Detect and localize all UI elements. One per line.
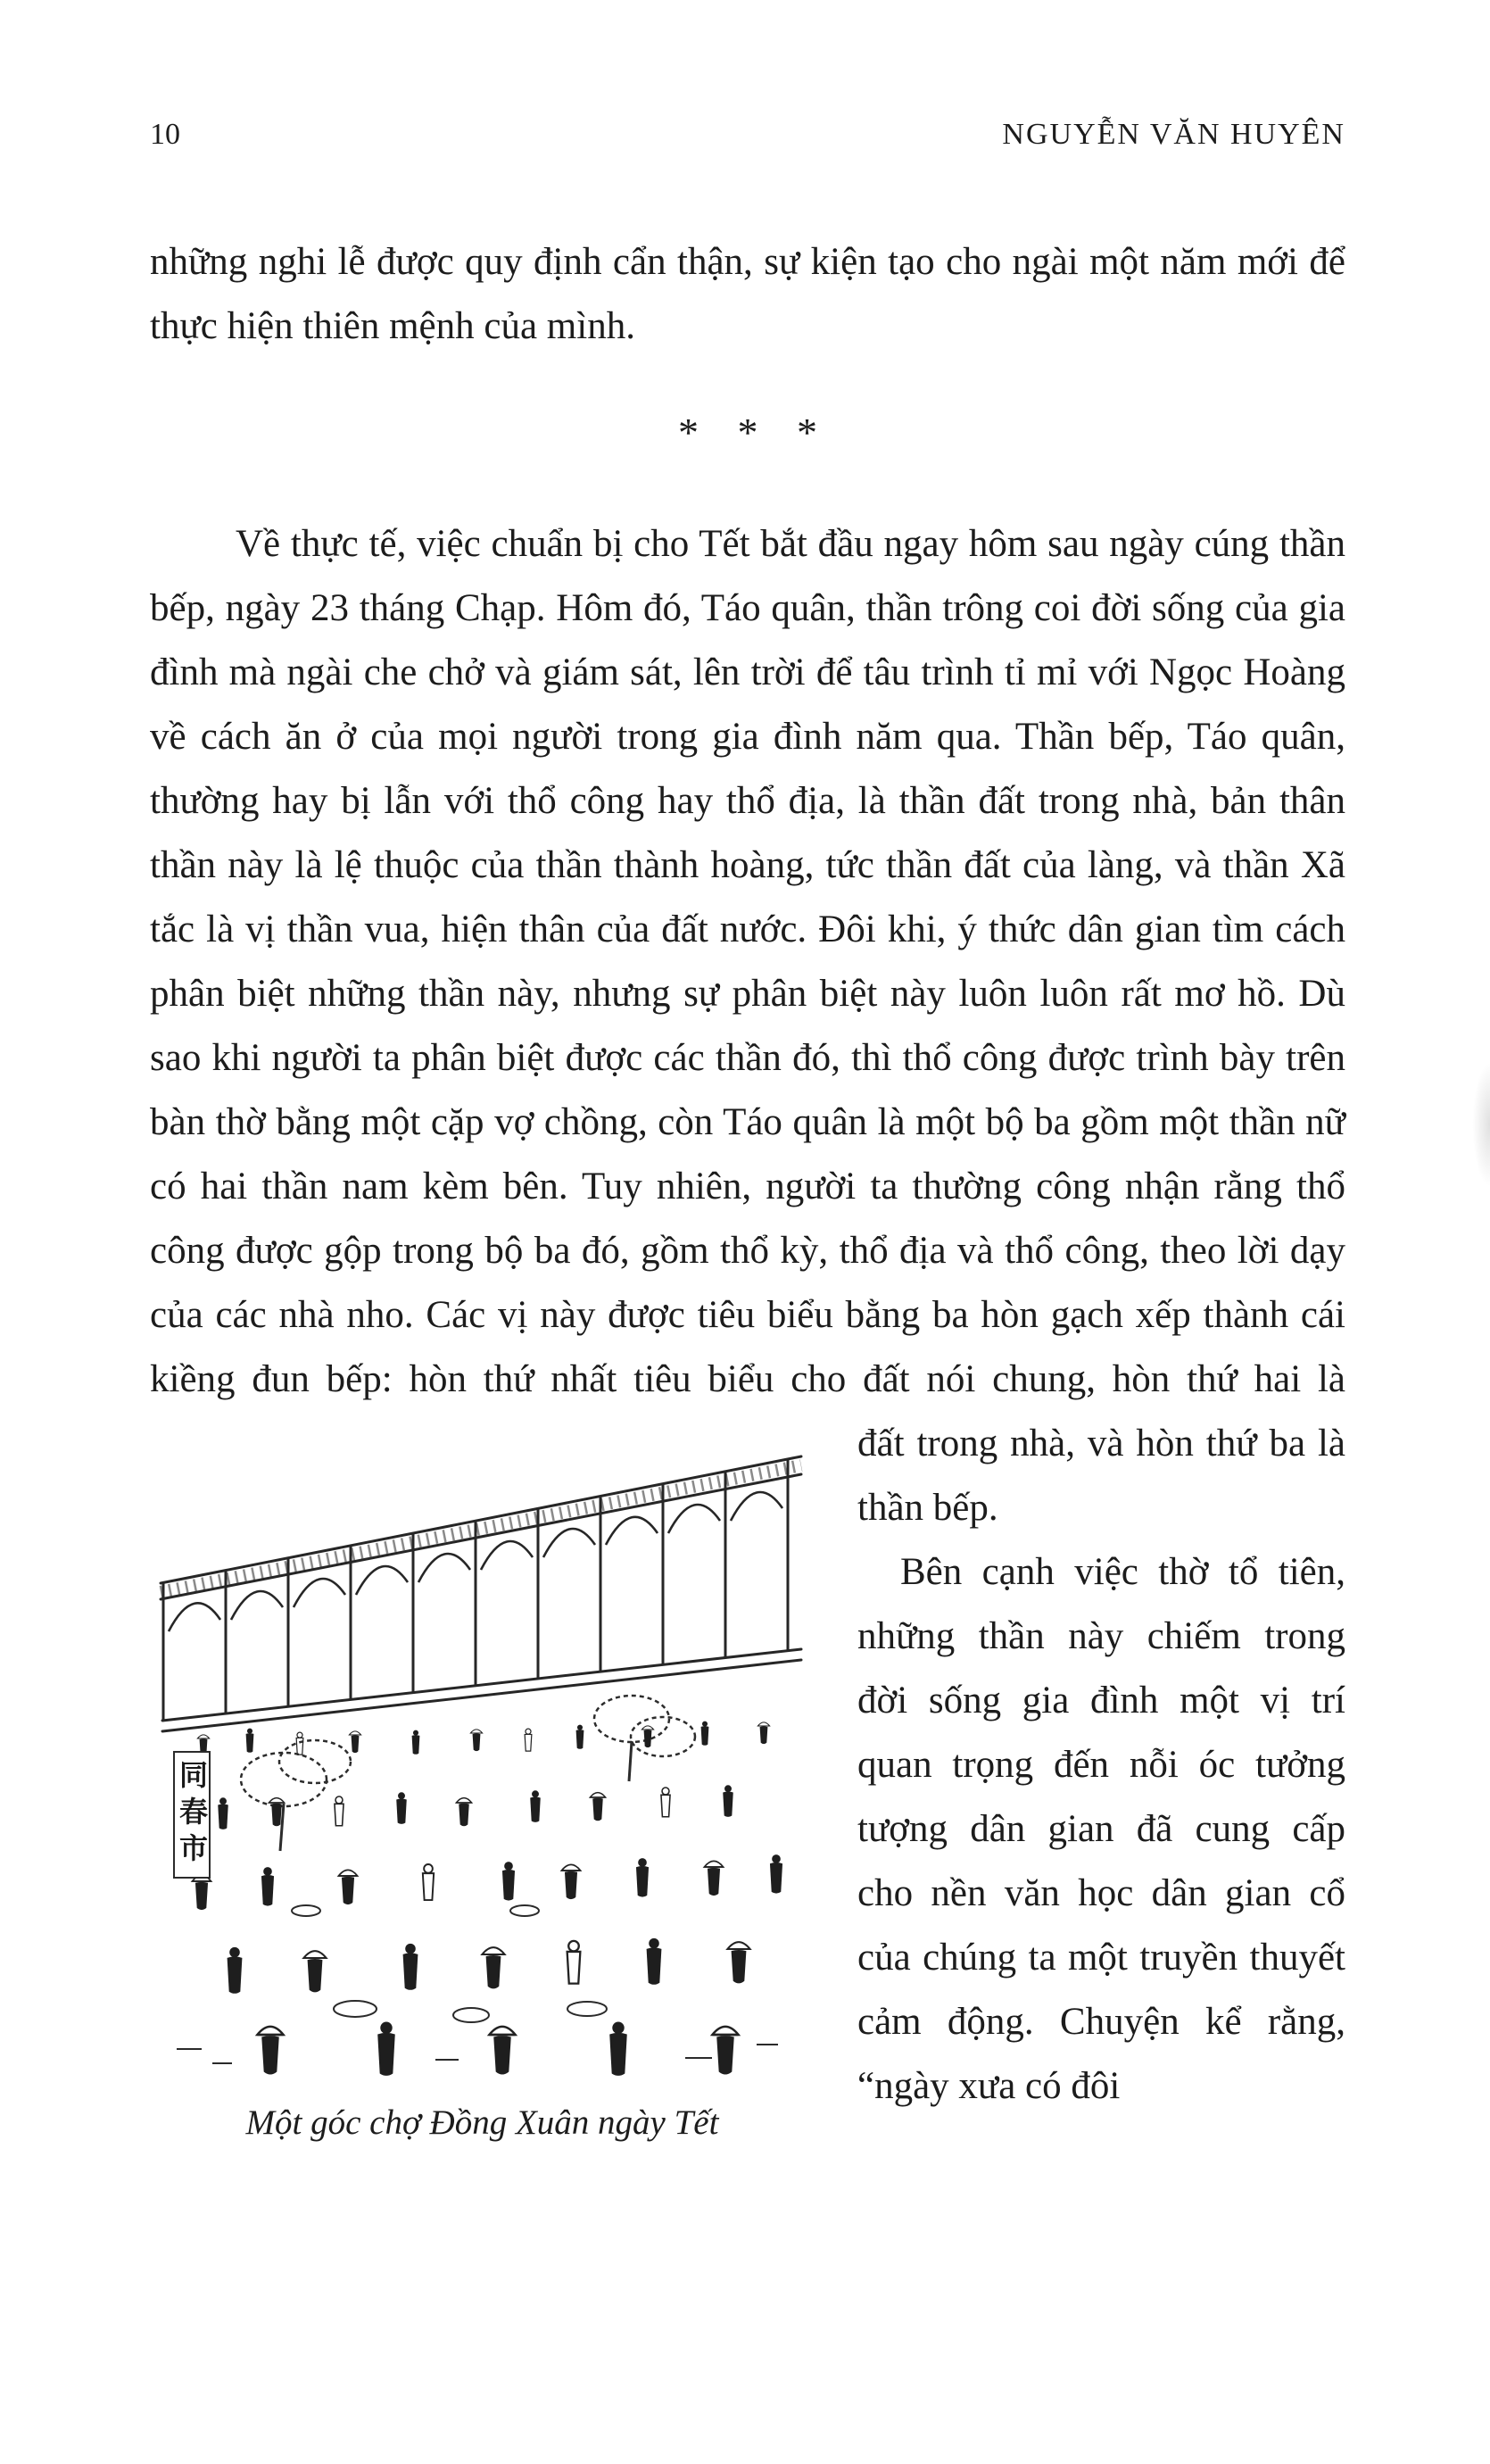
market-facade [161,1456,801,1731]
page-header [150,118,1345,152]
running-head: NGUYỄN VĂN HUYÊN [1002,118,1345,151]
paragraph-beside-figure: Bên cạnh việc thờ tổ tiên, những thần này chiếm trong đời sống gia đình một vị trí quan trọng đến nỗi óc tưởng tượng dân gian đã cung cấp cho nền văn học dân gian cổ của chúng ta một truyền thuyết cảm động. Chuyện kể rằng, “ngày xưa có đôi [857,1551,1345,2107]
figure-caption: Một góc chợ Đồng Xuân ngày Tết [245,2103,719,2142]
baskets [292,1905,607,2022]
trees [241,1696,695,1806]
paragraph-main-part1: Về thực tế, việc chuẩn bị cho Tết bắt đầu ngay hôm sau ngày cúng thần bếp, ngày 23 tháng Chạp. Hôm đó, Táo quân, thần trông coi đời sống của gia đình mà ngài che chở và giám sát, lên trời để tâu trình tỉ mỉ với Ngọc Hoàng về cách ăn ở của mọi người trong gia đình năm qua. Thần bếp, Táo quân, thường hay bị lẫn với thổ công hay thổ địa, là thần đất trong nhà, bản thân thần này là lệ thuộc của thần thành hoàng, tức thần đất của làng, và thần Xã tắc là vị thần vua, hiện thân của đất nước. Đôi khi, ý thức dân gian tìm cách phân biệt những thần này, nhưng sự phân biệt này luôn luôn rất mơ hồ. Dù sao khi người ta phân biệt được các thần đó, thì thổ công được trình bày trên bàn thờ bằng một cặp vợ chồng, còn Táo quân là một bộ ba gồm một thần nữ có hai thần nam kèm bên. Tuy nhiên, người ta thường công nhận rằng thổ công được gộp trong bộ ba đó, gồm thổ kỳ, thổ địa và thổ công, theo lời dạy của các nhà nho. Các vị này được tiêu biểu bằng ba hòn gạch xếp thành cái kiềng đun bếp: hòn thứ nhất tiêu biểu cho đất nói chung, hòn thứ hai là [150,523,1345,1400]
paragraph-continuation: những nghi lễ được quy định cẩn thận, sự kiện tạo cho ngài một năm mới để thực hiện thiên mệnh của mình. [150,241,1345,347]
banner-characters: 同春市 [173,1751,211,1879]
page-body [150,230,1345,2142]
page-number: 10 [150,118,180,151]
section-separator: * * * [678,410,817,455]
paragraph-main-part2: đất trong nhà, và hòn thứ ba là thần bếp. [857,1423,1345,1529]
market-sketch-image [150,1424,815,2080]
market-illustration [150,1424,815,2145]
crowd [192,1721,782,2076]
scan-artifact [1472,1062,1490,1187]
facade-posts [163,1459,788,1721]
